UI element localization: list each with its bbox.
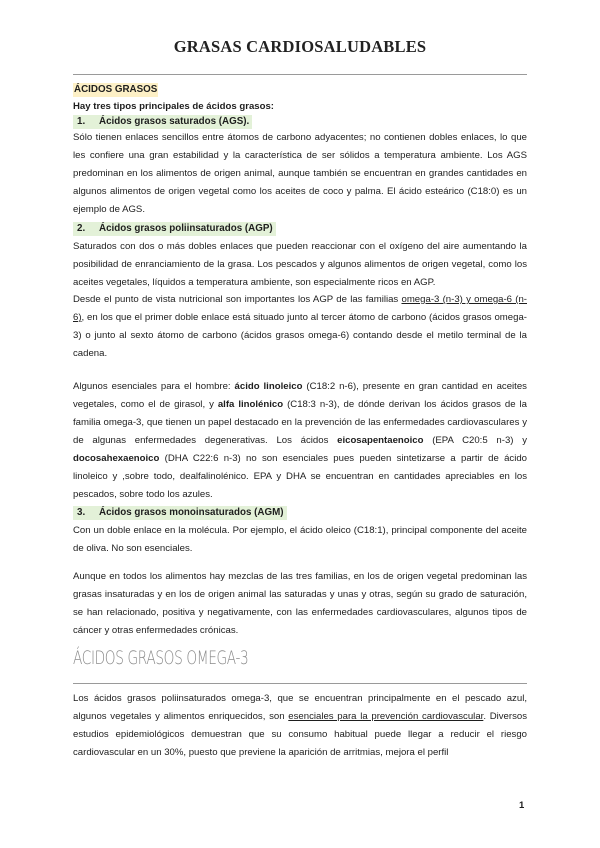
paragraph-mix [73, 568, 527, 640]
item-number: 3. [77, 507, 86, 518]
text-segment: Algunos esenciales para el hombre: [73, 381, 235, 392]
text-segment: , en los que el primer doble enlace está situado junto al tercer átomo de carbono (ácidos grasos omega-3) o junto al sexto átomo de carbono (ácidos grasos omega-6) contando desde el metilo terminal de la cadena. [73, 312, 527, 359]
underlined-text: omega-3 (n-3) y omega-6 (n-6) [73, 294, 527, 323]
document-title: GRASAS CARDIOSALUDABLES [173, 37, 427, 56]
text-segment: Desde el punto de vista nutricional son importantes los AGP de las familias [73, 294, 402, 305]
text-segment: (C18:2 n-6), presente en gran cantidad en aceites vegetales, como el de girasol, y [73, 381, 527, 410]
text-segment: (C18:3 n-3), de dónde derivan los ácidos grasos de la familia omega-3, que tienen un papel destacado en la prevención de las enfermedades cardiovasculares y de algunas enfermedades degenerativas. Los ácidos [73, 399, 527, 446]
page-number: 1 [519, 800, 525, 811]
bold-term: ácido linoleico [234, 381, 303, 392]
paragraph-agp-2 [73, 291, 527, 363]
list-item-agm [73, 506, 287, 520]
section-heading-acidos-grasos: ÁCIDOS GRASOS [74, 84, 158, 95]
paragraph-agp-1 [73, 238, 527, 292]
item-label: Ácidos grasos saturados (AGS). [99, 116, 250, 127]
item-number: 2. [77, 223, 86, 234]
list-item-ags [73, 115, 252, 129]
bold-term: alfa linolénico [217, 399, 284, 410]
text-segment: Sólo tienen enlaces sencillos entre átomos de carbono adyacentes; no contienen dobles enlaces, lo que les confiere una gran estabilidad y la característica de ser sólidos a temperatura ambiente. Los AGS predominan en los alimentos de origen animal, aunque también se encuentran en grandes cantidades en algunos alimentos de origen vegetal como los aceites de coco y palma. El ácido esteárico (C18:0) es un ejemplo de AGS. [73, 132, 527, 215]
text-segment: (DHA C22:6 n-3) no son esenciales pues pueden sintetizarse a partir de ácido linoleico y ,sobre todo, dealfalinolénico. EPA y DHA se encuentran en cantidades apreciables en los pescados, sobre todo los azules. [73, 453, 527, 500]
text-segment: Saturados con dos o más dobles enlaces que pueden reaccionar con el oxígeno del aire aumentando la posibilidad de enranciamiento de la grasa. Los pescados y algunos alimentos de origen vegetal, como los aceites vegetales, líquidos a temperatura ambiente, son especialmente ricos en AGP. [73, 241, 527, 288]
section-divider [73, 683, 527, 684]
paragraph-ags [73, 129, 527, 219]
text-segment: Aunque en todos los alimentos hay mezclas de las tres familias, en los de origen vegetal predominan las grasas insaturadas y en los de origen animal las saturadas y unas y otras, según su grado de saturación, se han relacionado, positiva y negativamente, con las enfermedades cardiovasculares, algunos tipos de cáncer y otras enfermedades crónicas. [73, 571, 527, 636]
paragraph-agm [73, 522, 527, 558]
text-segment: . Diversos estudios epidemiológicos demuestran que su consumo habitual puede llegar a reducir el riesgo cardiovascular en un 30%, puesto que previene la aparición de arritmias, mejora el perfil [73, 711, 528, 758]
item-label: Ácidos grasos monoinsaturados (AGM) [99, 507, 284, 518]
paragraph-agp-3 [73, 378, 527, 504]
text-segment: Los ácidos grasos poliinsaturados omega-3, que se encuentran principalmente en el pescado azul, algunos vegetales y alimentos enriquecidos, son [73, 693, 527, 722]
text-segment: (EPA C20:5 n-3) y [423, 435, 527, 446]
item-label: Ácidos grasos poliinsaturados (AGP) [99, 223, 273, 234]
paragraph-omega-3 [73, 690, 527, 762]
text-segment: Con un doble enlace en la molécula. Por ejemplo, el ácido oleico (C18:1), principal componente del aceite de oliva. No son esenciales. [73, 525, 527, 554]
item-number: 1. [77, 116, 86, 127]
bold-term: docosahexaenoico [73, 453, 160, 464]
section-heading-omega-3: ÁCIDOS GRASOS OMEGA-3 [73, 647, 249, 669]
title-divider [73, 74, 527, 75]
intro-text: Hay tres tipos principales de ácidos grasos: [73, 101, 275, 112]
underlined-text: esenciales para la prevención cardiovascular [288, 711, 484, 722]
bold-term: eicosapentaenoico [337, 435, 424, 446]
list-item-agp [73, 222, 276, 236]
